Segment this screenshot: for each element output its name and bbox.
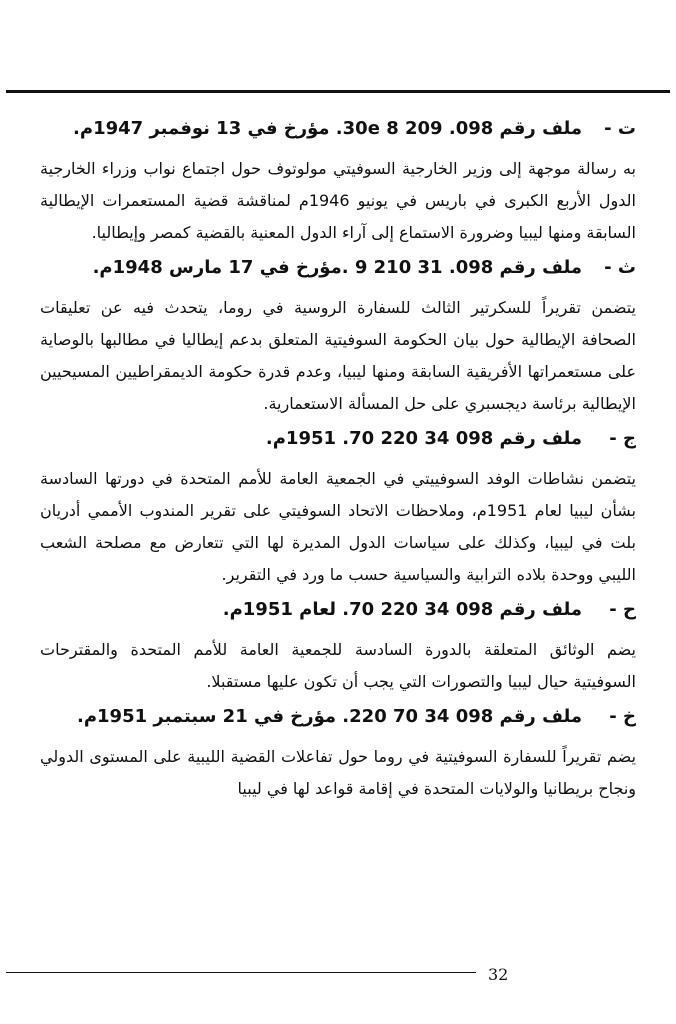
entry-heading bbox=[40, 428, 636, 449]
entry-title: ملف رقم 098. 31 210 9 .مؤرخ في 17 مارس 1948م. bbox=[92, 257, 582, 278]
page-number: 32 bbox=[488, 965, 509, 984]
entry-body: يتضمن تقريراً للسكرتير الثالث للسفارة الروسية في روما، يتحدث فيه عن تعليقات الصحافة الإيطالية حول بيان الحكومة السوفيتية المتعلق بدعم إيطاليا في مطالبها بالوصاية على مستعمراتها الأفريقية السابقة ومنها ليبيا، وعدم قدرة حكومة الديمقراطيين المسيحيين الإيطالية برئاسة ديجسبري على حل المسألة الاستعمارية. bbox=[40, 298, 636, 413]
top-rule bbox=[6, 90, 670, 93]
entry-bullet: ج - bbox=[609, 428, 636, 449]
entry-heading bbox=[40, 706, 636, 727]
entry-body: يتضمن نشاطات الوفد السوفييتي في الجمعية العامة للأمم المتحدة في دورتها السادسة بشأن ليبيا لعام 1951م، وملاحظات الاتحاد السوفيتي على تقرير المندوب الأممي أدريان بلت في ليبيا، وكذلك على سياسات الدول المديرة لها التي تتعارض مع مصلحة الشعب الليبي ووحدة بلاده الترابية والسياسية حسب ما ورد في التقرير. bbox=[40, 469, 636, 584]
entry-heading bbox=[40, 599, 636, 620]
entry-title: ملف رقم 098. 209 8 30e. مؤرخ في 13 نوفمبر 1947م. bbox=[73, 118, 582, 139]
entry-body: يضم تقريراً للسفارة السوفيتية في روما حول تفاعلات القضية الليبية على المستوى الدولي ونجاح بريطانيا والولايات المتحدة في إقامة قواعد لها في ليبيا bbox=[40, 747, 636, 798]
entry-body: به رسالة موجهة إلى وزير الخارجية السوفيتي مولوتوف حول اجتماع نواب وزراء الخارجية الدول الأربع الكبرى في باريس في يونيو 1946م لمناقشة قضية المستعمرات الإيطالية السابقة ومنها ليبيا وضرورة الاستماع إلى آراء الدول المعنية بالقضية كمصر وإيطاليا. bbox=[40, 159, 636, 242]
entry-bullet: ح - bbox=[609, 599, 636, 620]
entry-bullet: ث - bbox=[604, 257, 636, 278]
entry-heading bbox=[40, 118, 636, 139]
entry-title: ملف رقم 098 34 220 70. 1951م. bbox=[265, 428, 582, 449]
entry-bullet: خ - bbox=[609, 706, 636, 727]
entry-body: يضم الوثائق المتعلقة بالدورة السادسة للجمعية العامة للأمم المتحدة والمقترحات السوفيتية حيال ليبيا والتصورات التي يجب أن تكون عليها مستقبلا. bbox=[40, 640, 636, 691]
entry-bullet: ت - bbox=[604, 118, 636, 139]
entry-title: ملف رقم 098 34 220 70. لعام 1951م. bbox=[222, 599, 582, 620]
entry-heading bbox=[40, 257, 636, 278]
page-content bbox=[40, 118, 636, 813]
bottom-rule bbox=[6, 972, 476, 973]
entry-title: ملف رقم 098 34 70 220. مؤرخ في 21 سبتمبر 1951م. bbox=[76, 706, 582, 727]
